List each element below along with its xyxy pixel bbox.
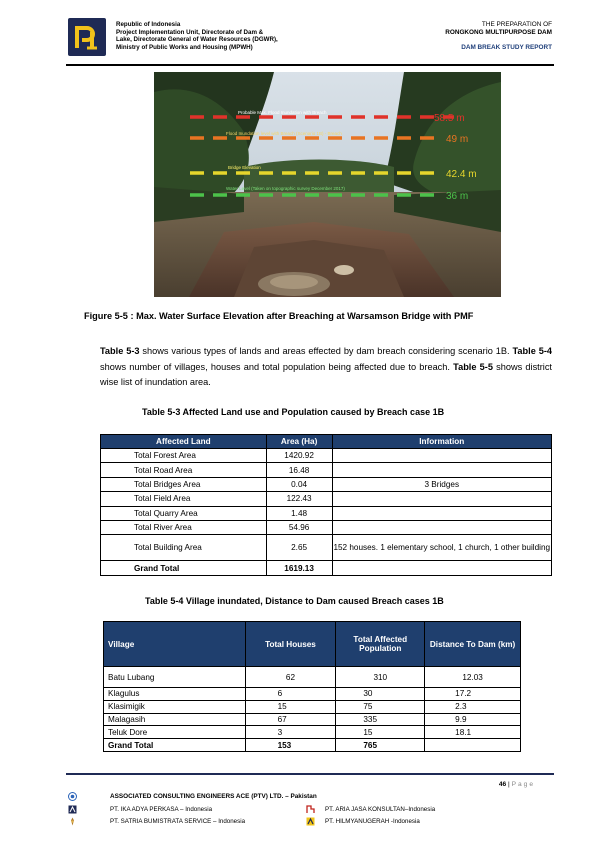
village-table — [103, 621, 521, 752]
table-cell: 153 — [245, 739, 336, 752]
column-header: Total Houses — [245, 622, 336, 667]
grand-total-row — [101, 561, 552, 575]
table-cell: 17.2 — [425, 688, 521, 701]
level-value: 49 m — [446, 134, 469, 145]
table-row — [101, 520, 552, 534]
table-cell: Batu Lubang — [104, 667, 246, 688]
page-num: 46 — [498, 781, 507, 788]
table-cell: 122.43 — [266, 492, 332, 506]
column-header: Village — [104, 622, 246, 667]
table-row — [101, 535, 552, 561]
table-cell: 75 — [336, 700, 425, 713]
line-label: Flood Inundation level with Breach (Scenario 1B) - Breach — [226, 131, 342, 136]
line-label: Water Level (Taken on topographic survey December 2017) — [226, 186, 345, 191]
table-cell: 3 — [245, 726, 336, 739]
table-cell: Teluk Dore — [104, 726, 246, 739]
table-row — [104, 726, 521, 739]
table-cell: 6 — [245, 688, 336, 701]
table-cell — [332, 561, 551, 575]
header-dam-name: RONGKONG MULTIPURPOSE DAM — [445, 28, 552, 36]
column-header: Area (Ha) — [266, 435, 332, 449]
header-line: Republic of Indonesia — [116, 21, 181, 28]
table-cell: 1420.92 — [266, 449, 332, 463]
line-label: Probable Max. Flood Inundation with Breach — [238, 110, 327, 115]
table-cell: 15 — [245, 700, 336, 713]
table-row — [104, 688, 521, 701]
footer-divider — [66, 773, 554, 775]
table-cell: Malagasih — [104, 713, 246, 726]
table2-title: Table 5-4 Village inundated, Distance to Dam caused Breach cases 1B — [145, 596, 444, 606]
table-row — [101, 492, 552, 506]
table-row — [101, 463, 552, 477]
table-cell: Grand Total — [101, 561, 267, 575]
table-cell: 30 — [336, 688, 425, 701]
body-paragraph — [100, 344, 552, 391]
header-line: Project Implementation Unit, Directorate of Dam & — [116, 28, 264, 36]
table-cell: 310 — [336, 667, 425, 688]
table-cell: Total Building Area — [101, 535, 267, 561]
table-cell: 62 — [245, 667, 336, 688]
table-cell: Total Bridges Area — [101, 477, 267, 491]
table-ref: Table 5-5 — [453, 361, 493, 372]
para-text: shows various types of lands and areas effected by dam breach considering scenario 1B. — [139, 346, 513, 356]
table-cell: 152 houses. 1 elementary school, 1 church, 1 other building — [332, 535, 551, 561]
table1-title: Table 5-3 Affected Land use and Population caused by Breach case 1B — [142, 407, 445, 417]
table-cell: Total River Area — [101, 520, 267, 534]
table-cell: 3 Bridges — [332, 477, 551, 491]
header-project — [445, 21, 552, 51]
table-row — [101, 449, 552, 463]
column-header: Information — [332, 435, 551, 449]
partner-name: PT. IKA ADYA PERKASA – Indonesia — [110, 806, 213, 813]
header-line: Lake, Directorate General of Water Resources (DGWR), — [116, 36, 278, 44]
line-label: Bridge Elevation — [228, 165, 261, 170]
table-cell: 12.03 — [425, 667, 521, 688]
table-cell — [332, 449, 551, 463]
table-row — [104, 667, 521, 688]
page-sep: | — [506, 781, 512, 788]
para-text: shows number of villages, houses and total population being affected due to breach. — [100, 361, 454, 372]
table-cell: 16.48 — [266, 463, 332, 477]
table-row — [104, 700, 521, 713]
table-cell — [332, 520, 551, 534]
level-value: 36 m — [446, 191, 469, 202]
table-row — [101, 506, 552, 520]
river-photo — [154, 72, 501, 297]
page-number — [499, 781, 535, 788]
table-cell: 1.48 — [266, 506, 332, 520]
table-ref: Table 5-3 — [100, 346, 140, 356]
table-cell: 15 — [336, 726, 425, 739]
aria-logo-icon — [306, 805, 315, 814]
table-cell: Total Quarry Area — [101, 506, 267, 520]
para-text: shows district wise list of inundation area. — [100, 361, 552, 387]
ika-logo-icon — [68, 805, 77, 814]
header-organization — [116, 21, 306, 51]
header-line: Ministry of Public Works and Housing (MPWH) — [116, 43, 253, 51]
column-header: Affected Land — [101, 435, 267, 449]
table-cell: 335 — [336, 713, 425, 726]
report-title: DAM BREAK STUDY REPORT — [461, 43, 552, 51]
table-cell: Grand Total — [104, 739, 246, 752]
partner-name: PT. SATRIA BUMISTRATA SERVICE – Indonesia — [110, 818, 246, 825]
table-cell: 1619.13 — [266, 561, 332, 575]
table-row — [104, 713, 521, 726]
table-cell: 9.9 — [425, 713, 521, 726]
partner-name: PT. ARIA JASA KONSULTAN–Indonesia — [325, 806, 436, 813]
table-cell: Klagulus — [104, 688, 246, 701]
ace-logo-icon — [68, 792, 77, 801]
footer-company: ASSOCIATED CONSULTING ENGINEERS ACE (PTV) LTD. – Pakistan — [110, 793, 317, 800]
column-header: Distance To Dam (km) — [425, 622, 521, 667]
table-header-row — [104, 622, 521, 667]
partner-name: PT. HILMYANUGERAH -Indonesia — [325, 818, 420, 825]
table-cell — [332, 492, 551, 506]
table-cell: 765 — [336, 739, 425, 752]
header-prep: THE PREPARATION OF — [481, 21, 552, 28]
table-cell: 18.1 — [425, 726, 521, 739]
table-cell: 2.3 — [425, 700, 521, 713]
hilmy-logo-icon — [306, 817, 315, 826]
table-header-row — [101, 435, 552, 449]
table-cell — [332, 506, 551, 520]
table-cell — [425, 739, 521, 752]
table-cell: Klasimigik — [104, 700, 246, 713]
page-header — [0, 0, 595, 68]
table-cell: 0.04 — [266, 477, 332, 491]
table-row — [101, 477, 552, 491]
header-divider — [66, 64, 554, 66]
ministry-logo — [68, 18, 106, 56]
grand-total-row — [104, 739, 521, 752]
level-value: 58.5 m — [434, 113, 465, 124]
table-cell: Total Field Area — [101, 492, 267, 506]
column-header: Total Affected Population — [336, 622, 425, 667]
page-word: Page — [511, 781, 535, 788]
table-cell: 54.96 — [266, 520, 332, 534]
table-cell: Total Forest Area — [101, 449, 267, 463]
table-cell: Total Road Area — [101, 463, 267, 477]
table-cell: 67 — [245, 713, 336, 726]
table-cell — [332, 463, 551, 477]
satria-logo-icon — [68, 817, 77, 826]
table-ref: Table 5-4 — [512, 346, 552, 356]
land-use-table — [100, 434, 552, 576]
figure-caption: Figure 5-5 : Max. Water Surface Elevation after Breaching at Warsamson Bridge with PMF — [84, 311, 474, 321]
table-cell: 2.65 — [266, 535, 332, 561]
level-value: 42.4 m — [446, 169, 477, 180]
